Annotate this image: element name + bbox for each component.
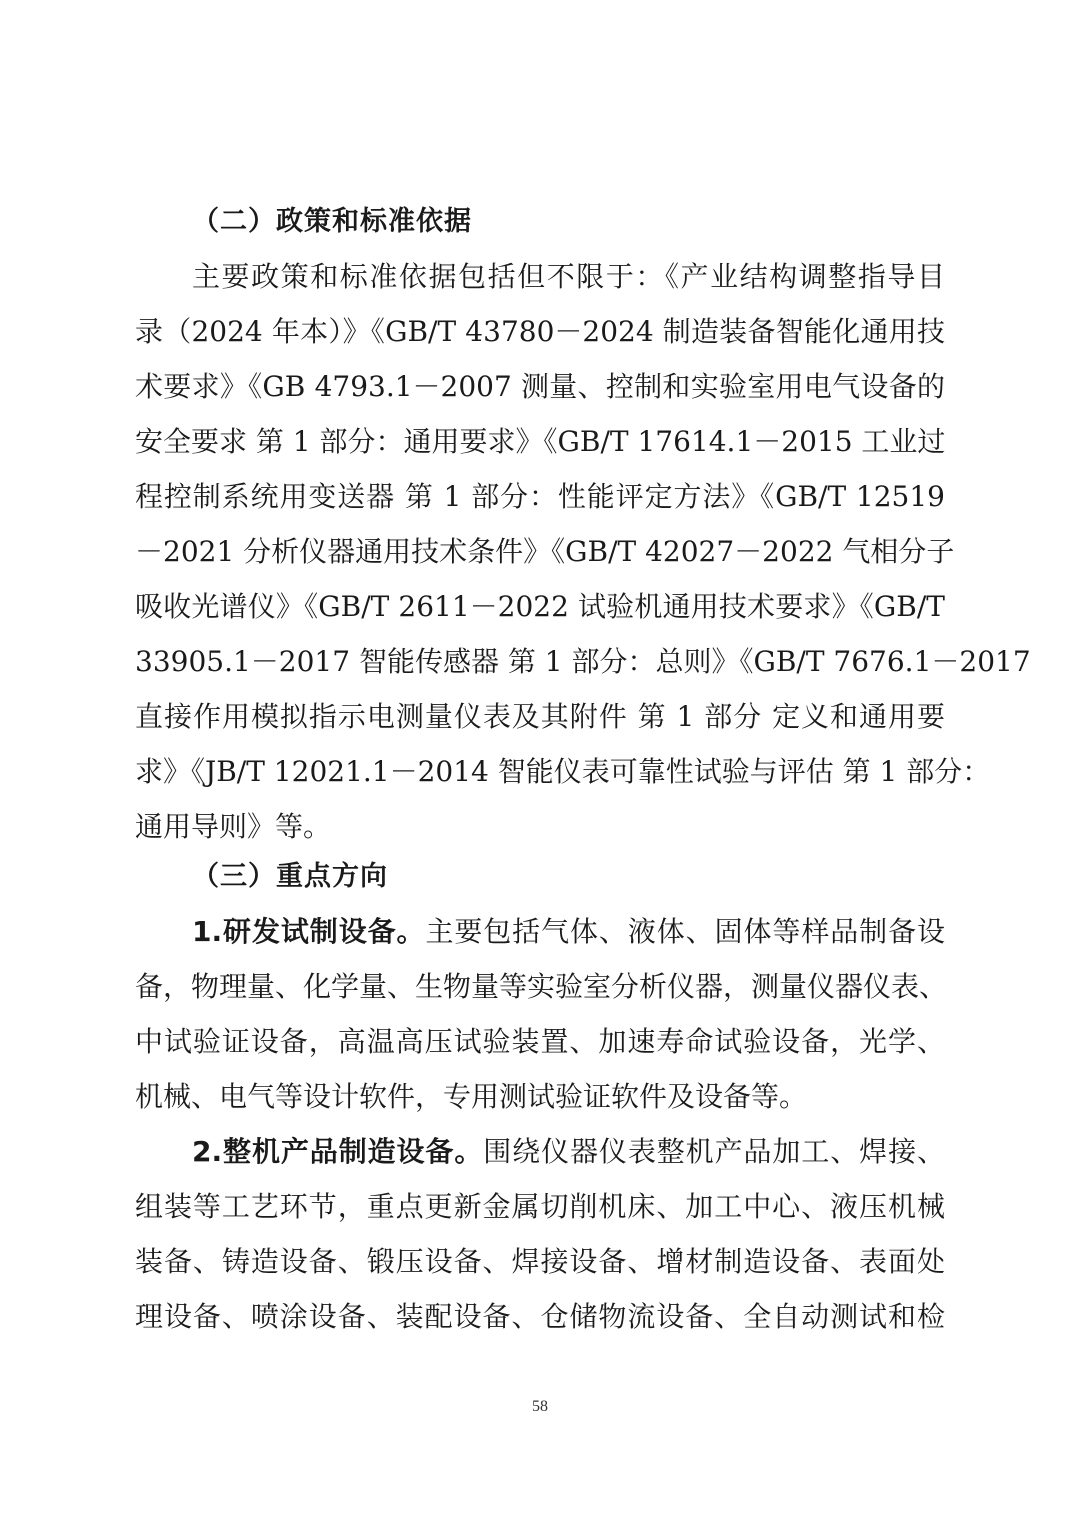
paragraph-line: 组装等工艺环节，重点更新金属切削机床、加工中心、液压机械 <box>135 1190 945 1223</box>
paragraph-line: 机械、电气等设计软件，专用测试验证软件及设备等。 <box>135 1080 808 1113</box>
paragraph-line: 备，物理量、化学量、生物量等实验室分析仪器，测量仪器仪表、 <box>135 970 948 1003</box>
paragraph-line: 术要求》《GB 4793.1－2007 测量、控制和实验室用电气设备的 <box>135 370 945 403</box>
paragraph-line: 中试验证设备，高温高压试验装置、加速寿命试验设备，光学、 <box>135 1025 945 1058</box>
item-2-first-line <box>192 1132 945 1172</box>
section-heading-key-directions: （三）重点方向 <box>192 861 388 892</box>
paragraph-line: 安全要求 第 1 部分：通用要求》《GB/T 17614.1－2015 工业过 <box>135 425 946 458</box>
paragraph-line: 吸收光谱仪》《GB/T 2611－2022 试验机通用技术要求》《GB/T <box>135 590 945 623</box>
paragraph-line: 33905.1－2017 智能传感器 第 1 部分：总则》《GB/T 7676.1－2017 <box>135 645 1031 678</box>
paragraph-line: 程控制系统用变送器 第 1 部分：性能评定方法》《GB/T 12519 <box>135 480 945 513</box>
item-1-first-line <box>192 912 945 952</box>
item-1-text: 主要包括气体、液体、固体等样品制备设 <box>425 915 945 948</box>
item-1-title: 1.研发试制设备。 <box>192 915 426 948</box>
paragraph-line: 装备、铸造设备、锻压设备、焊接设备、增材制造设备、表面处 <box>135 1245 945 1278</box>
paragraph-line: 直接作用模拟指示电测量仪表及其附件 第 1 部分 定义和通用要 <box>135 700 945 733</box>
item-2-text: 围绕仪器仪表整机产品加工、焊接、 <box>483 1135 945 1168</box>
paragraph-line: 主要政策和标准依据包括但不限于：《产业结构调整指导目 <box>192 260 945 293</box>
paragraph-line: 理设备、喷涂设备、装配设备、仓储物流设备、全自动测试和检 <box>135 1300 945 1333</box>
paragraph-line: 求》《JB/T 12021.1－2014 智能仪表可靠性试验与评估 第 1 部分： <box>135 755 991 788</box>
page-number: 58 <box>532 1398 548 1415</box>
item-2-title: 2.整机产品制造设备。 <box>192 1135 484 1168</box>
paragraph-line: －2021 分析仪器通用技术条件》《GB/T 42027－2022 气相分子 <box>135 535 955 568</box>
paragraph-line: 录（2024 年本）》《GB/T 43780－2024 制造装备智能化通用技 <box>135 315 945 348</box>
section-heading-policy-standards: （二）政策和标准依据 <box>192 206 472 237</box>
paragraph-line: 通用导则》等。 <box>135 810 332 843</box>
